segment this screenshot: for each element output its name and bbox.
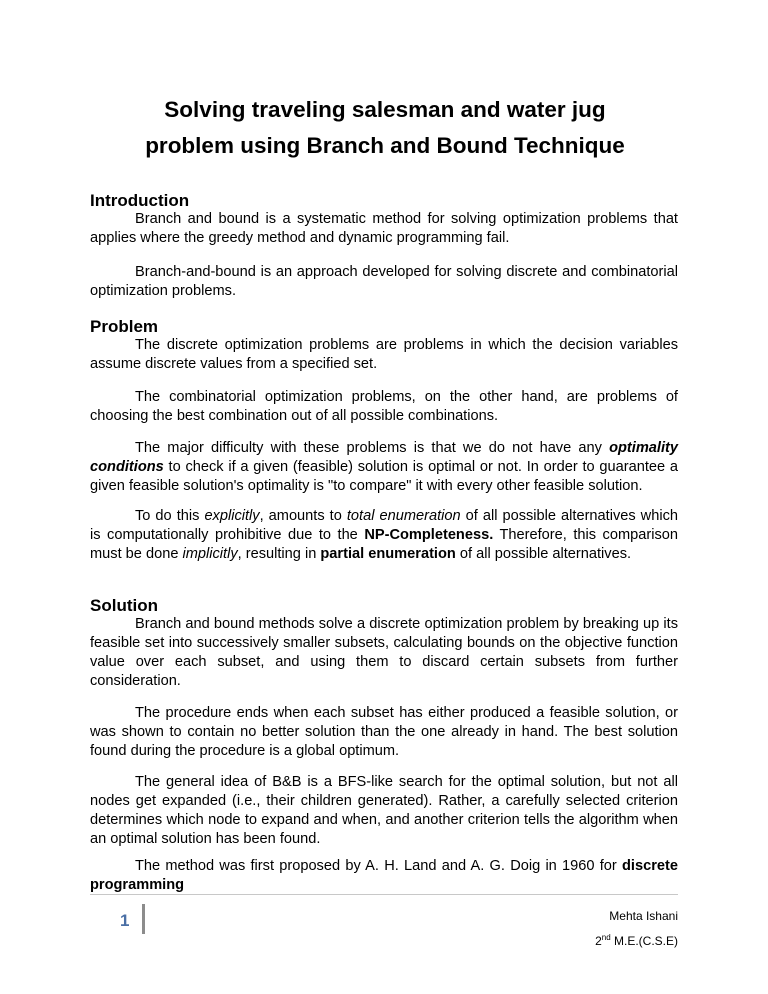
problem-p3-text-c: to check if a given (feasible) solution is optimal or not. In order to guarantee a given feasible solution's optimality is "to compare" it with every other feasible solution. [90,459,678,494]
solution-paragraph-1: Branch and bound methods solve a discrete optimization problem by breaking up its feasible set into successively smaller subsets, calculating bounds on the objective function value over each subset, and using them to discard certain subsets from further consideration. [90,616,678,689]
problem-p4-text-g: Therefore, this comparison must be done [90,527,678,562]
optimality-conditions-term: optimality conditions [90,440,678,475]
problem-paragraph-4 [90,507,678,564]
solution-paragraph-4 [90,857,678,895]
problem-paragraph-1: The discrete optimization problems are problems in which the decision variables assume discrete values from a specified set. [90,337,678,372]
degree-prefix: 2 [595,934,602,948]
problem-heading: Problem [90,317,159,336]
discrete-programming-term: discrete programming [90,858,678,893]
document-title [90,92,680,164]
partial-enumeration-term: partial enumeration [320,546,456,562]
solution-paragraph-2: The procedure ends when each subset has either produced a feasible solution, or was shown to contain no better solution than the one already in hand. The best solution found during the procedure is a global optimum. [90,705,678,759]
problem-p3-text-a: The major difficulty with these problems is that we do not have any [135,440,610,456]
footer-divider [90,894,678,895]
degree-superscript: nd [601,933,611,942]
page-number-bar [142,904,145,934]
solution-p4-text-a: The method was first proposed by A. H. Land and A. G. Doig in 1960 for [135,858,623,874]
total-enumeration-term: total enumeration [346,508,461,524]
problem-p4-text-j: , resulting in [237,546,321,562]
degree-suffix: M.E.(C.S.E) [610,934,678,948]
solution-heading: Solution [90,596,158,615]
np-completeness-term: NP-Completeness. [364,527,494,543]
title-line-1: Solving traveling salesman and water jug [164,97,606,122]
problem-paragraph-3 [90,439,678,496]
introduction-paragraph-2: Branch-and-bound is an approach developed for solving discrete and combinatorial optimization problems. [90,264,678,299]
solution-paragraph-3: The general idea of B&B is a BFS-like search for the optimal solution, but not all nodes get expanded (i.e., their children generated). Rather, a carefully selected criterion determines which node to expand and when, and another criterion tells the algorithm when an optimal solution has been found. [90,774,678,847]
explicitly-term: explicitly [204,508,260,524]
page-number: 1 [120,911,130,930]
introduction-paragraph-1: Branch and bound is a systematic method for solving optimization problems that applies where the greedy method and dynamic programming fail. [90,211,678,246]
introduction-heading: Introduction [90,191,190,210]
problem-p4-text-a: To do this [135,508,205,524]
title-line-2: problem using Branch and Bound Technique [145,133,625,158]
problem-p4-text-c: , amounts to [259,508,347,524]
problem-p4-text-l: of all possible alternatives. [455,546,632,562]
problem-p4-text-e: of all possible alternatives which is computationally prohibitive due to the [90,508,678,543]
footer-degree [595,933,678,949]
problem-paragraph-2: The combinatorial optimization problems, on the other hand, are problems of choosing the best combination out of all possible combinations. [90,389,678,424]
footer-author: Mehta Ishani [609,909,678,923]
implicitly-term: implicitly [182,546,238,562]
